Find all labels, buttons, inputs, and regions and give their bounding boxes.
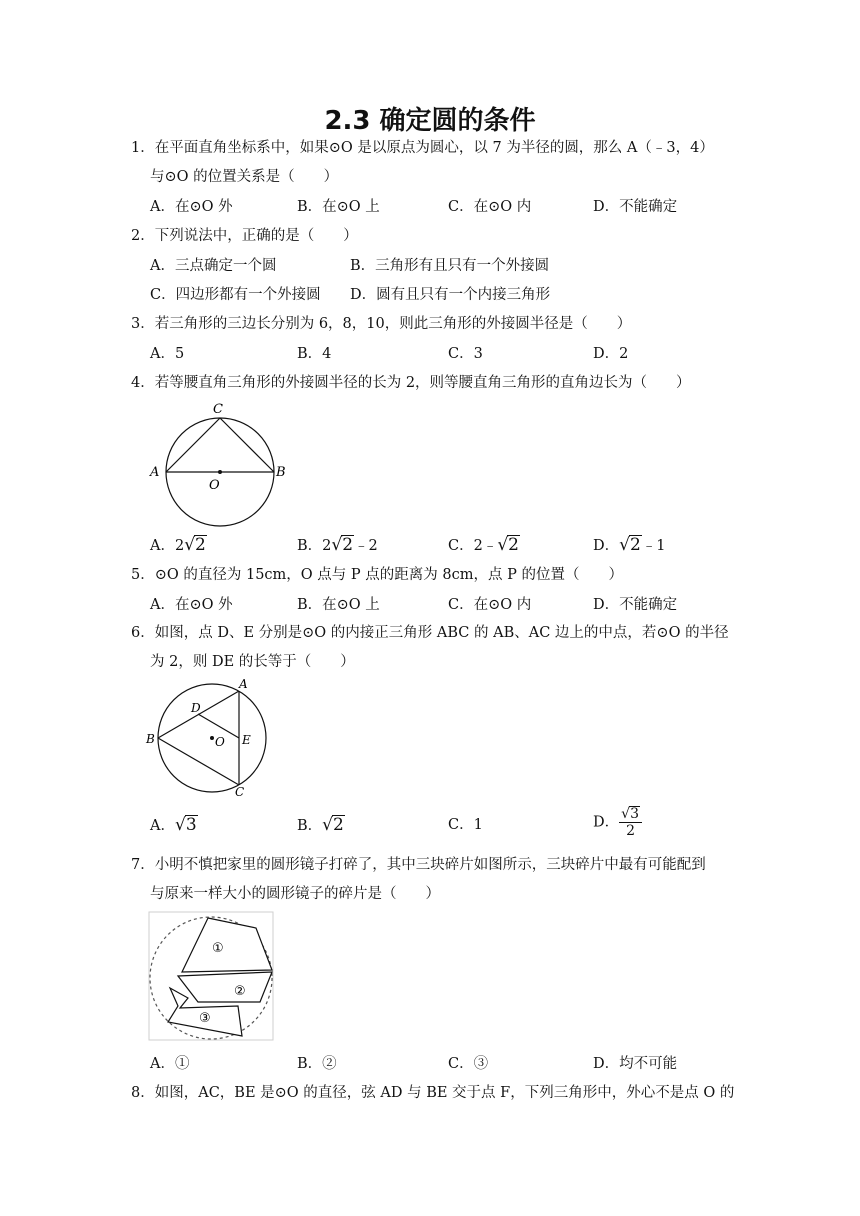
page-title: 2.3 确定圆的条件 — [324, 106, 536, 136]
question-5-option-b: B．在⊙O 上 — [297, 597, 380, 613]
question-7-line-2: 与原来一样大小的圆形镜子的碎片是（ ） — [150, 886, 440, 902]
question-2-option-a: A．三点确定一个圆 — [150, 258, 277, 274]
question-7-figure — [148, 910, 278, 1045]
q6-option-d-fraction — [619, 806, 642, 839]
sqrt-symbol: √ 2 — [497, 535, 519, 555]
q4-option-a-radicand: 2 — [195, 535, 206, 555]
question-1-option-d: D．不能确定 — [593, 199, 678, 215]
q4-option-c-prefix: C．2﹣ — [448, 538, 498, 554]
question-4-option-a — [150, 535, 207, 556]
sqrt-symbol: √ 2 — [322, 815, 344, 835]
q4-label-b: B — [276, 465, 286, 480]
question-2-line-1: 2．下列说法中，正确的是（ ） — [131, 228, 358, 244]
question-5-option-a: A．在⊙O 外 — [150, 597, 233, 613]
question-6-figure — [143, 676, 273, 798]
question-1-option-c: C．在⊙O 内 — [448, 199, 532, 215]
q4-center-dot — [218, 470, 222, 474]
q6-option-a-radicand: 3 — [185, 815, 197, 835]
q4-option-d-prefix: D． — [593, 538, 620, 554]
q6-option-b-prefix: B． — [297, 818, 323, 834]
question-5-line-1: 5．⊙O 的直径为 15cm，O 点与 P 点的距离为 8cm，点 P 的位置（ ） — [131, 567, 623, 583]
question-4-option-b — [297, 535, 378, 556]
question-7-option-b — [297, 1054, 337, 1074]
q7-label-1: ① — [212, 941, 224, 956]
question-6-option-a — [150, 815, 198, 836]
question-6-option-d — [593, 806, 642, 839]
q7-fragment-1 — [182, 918, 272, 972]
question-7-option-c — [448, 1054, 488, 1074]
q7-option-a-mark: ① — [174, 1056, 190, 1072]
question-4-figure — [145, 398, 290, 530]
q4-label-o: O — [209, 478, 220, 493]
q6-center-dot — [210, 736, 214, 740]
q4-side-ac — [166, 418, 220, 472]
q4-label-c: C — [213, 402, 223, 417]
q7-option-b-prefix: B． — [297, 1056, 323, 1072]
question-2-option-b: B．三角形有且只有一个外接圆 — [350, 258, 550, 274]
q7-option-b-mark: ② — [322, 1056, 337, 1072]
question-3-option-d: D．2 — [593, 346, 629, 362]
q6-option-d-denominator: 2 — [626, 823, 636, 839]
q6-option-b-radicand: 2 — [333, 815, 344, 835]
q4-side-bc — [220, 418, 274, 472]
question-2-option-c: C．四边形都有一个外接圆 — [150, 287, 321, 303]
question-8-line-1: 8．如图，AC，BE 是⊙O 的直径，弦 AD 与 BE 交于点 F，下列三角形中，外心不是点 O 的 — [131, 1085, 735, 1101]
question-1-option-b: B．在⊙O 上 — [297, 199, 380, 215]
sqrt-symbol: √ 3 — [174, 815, 197, 835]
q4-option-d-radicand: 2 — [629, 535, 641, 555]
sqrt-symbol: √ 2 — [619, 535, 641, 555]
q4-option-b-suffix: ﹣2 — [354, 538, 378, 554]
sqrt-symbol: √ 3 — [621, 806, 639, 822]
q6-label-o: O — [215, 735, 225, 749]
question-3-option-c: C．3 — [448, 346, 483, 362]
question-6-option-b — [297, 815, 345, 836]
q7-option-c-mark: ③ — [473, 1056, 489, 1072]
q6-label-e: E — [242, 733, 251, 747]
question-1-option-a: A．在⊙O 外 — [150, 199, 233, 215]
question-6-option-c: C．1 — [448, 817, 483, 833]
question-7-line-1: 7．小明不慎把家里的圆形镜子打碎了，其中三块碎片如图所示，三块碎片中最有可能配到 — [131, 857, 706, 873]
question-6-line-2: 为 2，则 DE 的长等于（ ） — [150, 654, 355, 670]
question-3-option-a: A．5 — [150, 346, 185, 362]
question-3-option-b: B．4 — [297, 346, 332, 362]
question-1-line-2: 与⊙O 的位置关系是（ ） — [150, 169, 339, 185]
q7-option-c-prefix: C． — [448, 1056, 474, 1072]
question-7-option-d: D．均不可能 — [593, 1056, 678, 1072]
q6-side-bc — [158, 738, 239, 785]
question-6-line-1: 6．如图，点 D、E 分别是⊙O 的内接正三角形 ABC 的 AB、AC 边上的中点，若⊙O 的半径 — [131, 625, 729, 641]
question-7-option-a — [150, 1054, 189, 1074]
q4-option-c-radicand: 2 — [508, 535, 519, 555]
question-4-option-c — [448, 535, 520, 556]
q6-option-a-prefix: A． — [150, 818, 175, 834]
q4-option-b-prefix: B．2 — [297, 538, 332, 554]
q4-option-a-prefix: A．2 — [150, 538, 185, 554]
q7-option-a-prefix: A． — [150, 1056, 175, 1072]
q4-option-b-radicand: 2 — [342, 535, 354, 555]
question-1-line-1: 1．在平面直角坐标系中，如果⊙O 是以原点为圆心，以 7 为半径的圆，那么 A（﹣3，4） — [131, 140, 714, 156]
q6-label-c: C — [235, 785, 245, 798]
q6-option-d-radicand: 3 — [630, 806, 639, 822]
question-5-option-c: C．在⊙O 内 — [448, 597, 532, 613]
q4-label-a: A — [150, 465, 160, 480]
q7-label-3: ③ — [199, 1011, 211, 1026]
q6-label-d: D — [191, 701, 201, 715]
q7-fragment-2 — [178, 972, 272, 1002]
q4-option-d-suffix: ﹣1 — [641, 538, 666, 554]
q6-label-a: A — [239, 677, 248, 691]
q7-label-2: ② — [234, 984, 246, 999]
q6-label-b: B — [146, 732, 155, 746]
question-2-option-d: D．圆有且只有一个内接三角形 — [350, 287, 551, 303]
sqrt-symbol: √ 2 — [331, 535, 354, 555]
sqrt-symbol: √ 2 — [184, 535, 206, 555]
q6-option-d-prefix: D． — [593, 814, 620, 831]
question-4-option-d — [593, 535, 666, 556]
question-4-line-1: 4．若等腰直角三角形的外接圆半径的长为 2，则等腰直角三角形的直角边长为（ ） — [131, 375, 691, 391]
question-5-option-d: D．不能确定 — [593, 597, 678, 613]
question-3-line-1: 3．若三角形的三边长分别为 6，8，10，则此三角形的外接圆半径是（ ） — [131, 316, 632, 332]
